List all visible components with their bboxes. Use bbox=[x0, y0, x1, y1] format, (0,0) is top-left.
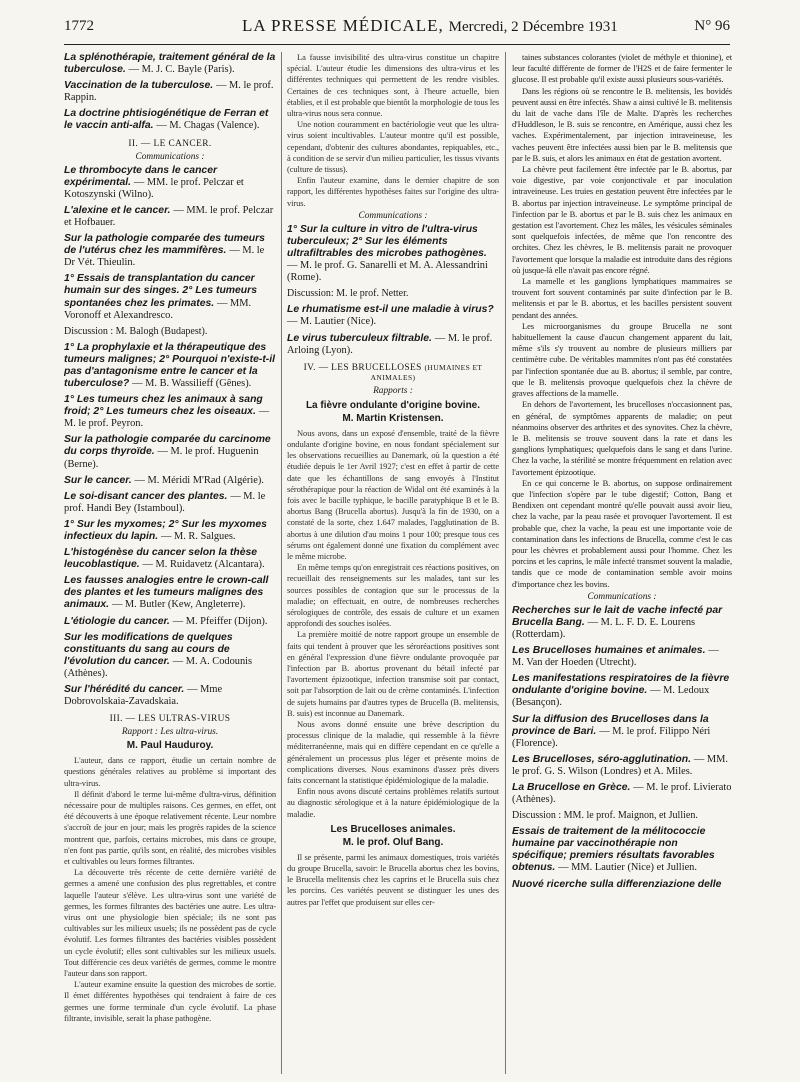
comm-author: — M. le Dr Vét. Thieulin. bbox=[64, 245, 265, 269]
section-heading: II. — LE CANCER. bbox=[128, 138, 212, 149]
rapport-label: Rapport : Les ultra-virus. bbox=[121, 727, 219, 738]
comm-title: Le soi-disant cancer des plantes. bbox=[64, 490, 228, 502]
body-paragraph: Les microorganismes du groupe Brucella ne sont habituellement la cause d'aucun changement apparent du lait, même s'ils s'y trouvent au nombre de plusieurs milliers par centimètre cube. De véritables mammites n'ont pas été constatées par l'infection spontanée due au B. abortus; il semble, par contre, que le B. melitensis provoque quelquefois chez la chèvre de graves affections de la mamelle. bbox=[512, 320, 732, 399]
communication-item bbox=[512, 673, 732, 709]
comm-title: Les fausses analogies entre le crown-call des plantes et les tumeurs malignes des animaux. bbox=[64, 575, 269, 611]
section-heading-text: IV. — LES BRUCELLOSES bbox=[303, 362, 422, 373]
communication-item bbox=[287, 333, 499, 357]
comm-title: 1° Les tumeurs chez les animaux à sang froid; 2° Les tumeurs chez les oiseaux. bbox=[64, 394, 263, 418]
issue-number: N° 96 bbox=[694, 18, 730, 34]
communication-item bbox=[512, 754, 732, 778]
comm-author: — M. le prof. Rappin. bbox=[64, 80, 274, 104]
comm-author: — M. Méridi M'Rad (Algérie). bbox=[134, 474, 264, 486]
comm-title: Le thrombocyte dans le cancer expérimental. bbox=[64, 164, 218, 188]
comm-author: — M. Chagas (Valence). bbox=[156, 120, 260, 132]
communication-item bbox=[64, 205, 276, 229]
comm-author: — MM. Lautier (Nice) et Jullien. bbox=[558, 862, 697, 874]
body-paragraph: L'auteur, dans ce rapport, étudie un certain nombre de questions générales relatives au problème si important des ultra-virus. bbox=[64, 755, 276, 788]
comm-title: Sur la pathologie comparée des tumeurs de l'utérus chez les mammifères. bbox=[64, 233, 265, 257]
communication-item bbox=[64, 273, 276, 321]
comm-author: — M. le prof. Peyron. bbox=[64, 406, 270, 430]
brucellose-communications bbox=[512, 605, 732, 891]
communication-item bbox=[64, 519, 276, 543]
body-paragraph: En même temps qu'on enregistrait ces réactions positives, on recueillait des renseignements sur les malades, tant sur les sources possibles de contagion que sur le processus de la maladie; on effectuait, en outre, de nombreuses recherches sérologiques de contrôle, des essais de culture et un examen approfondi des souches isolées. bbox=[287, 562, 499, 629]
communication-item bbox=[64, 233, 276, 269]
section-heading: III. — LES ULTRAS-VIRUS bbox=[109, 714, 231, 725]
page-number: 1772 bbox=[64, 18, 94, 34]
communication-item bbox=[512, 782, 732, 806]
comm-author: — M. A. Codounis (Athènes). bbox=[64, 655, 253, 679]
comm-author: — M. le prof. G. Sanarelli et M. A. Alessandrini (Rome). bbox=[287, 260, 488, 284]
communication-item bbox=[64, 165, 276, 201]
discussion-line: Discussion: M. le prof. Netter. bbox=[287, 288, 409, 300]
communication-item bbox=[287, 304, 499, 328]
comm-title: 1° La prophylaxie et la thérapeutique des tumeurs malignes; 2° Pourquoi n'existe-t-il pas d'antagonisme entre le cancer et la tuberculose? bbox=[64, 341, 276, 389]
page-header bbox=[64, 16, 730, 45]
discussion-line: Discussion : M. Balogh (Budapest). bbox=[64, 325, 208, 337]
body-paragraph: Enfin nous avons discuté certains problèmes relatifs surtout au diagnostic sérologique et à la nature épidémiologique de la maladie. bbox=[287, 786, 499, 819]
communication-item bbox=[64, 632, 276, 680]
journal-name: LA PRESSE MÉDICALE, bbox=[242, 16, 444, 35]
body-paragraph: La première moitié de notre rapport groupe un ensemble de faits qui tendent à prouver que les séroréactions positives sont en général l'expression d'une fièvre ondulante provoquée par l'infection par B. abortus provenant du bétail infecté par l'avortement épizootique, infection transmise soit par contact, soit par l'absorption de lait ou de crème contaminés. L'infection de sujets humains par d'autres types de Brucella (B. melitensis, B. suis) est inconnue au Danemark. bbox=[287, 629, 499, 718]
comm-author: — Mme Dobrovolskaia-Zavadskaia. bbox=[64, 684, 223, 708]
communication-item bbox=[64, 80, 276, 104]
comm-title: La doctrine phtisiogénétique de Ferran et le vaccin anti-alfa. bbox=[64, 108, 269, 132]
comm-title: 1° Essais de transplantation du cancer humain sur des singes. 2° Les tumeurs spontanées chez les primates. bbox=[64, 273, 257, 309]
communication-item bbox=[512, 826, 732, 874]
comm-author: — M. Butler (Kew, Angleterre). bbox=[111, 599, 246, 611]
comm-title: La splénothérapie, traitement général de la tuberculose. bbox=[64, 52, 276, 76]
comm-title: L'histogénèse du cancer selon la thèse leucoblastique. bbox=[64, 547, 258, 571]
comm-title: Essais de traitement de la mélitococcie humaine par vaccinothérapie non spécifique; premiers résultats favorables obtenus. bbox=[512, 826, 715, 874]
comm-author: — M. Pfeiffer (Dijon). bbox=[172, 615, 268, 627]
comm-title: Les manifestations respiratoires de la fièvre ondulante d'origine bovine. bbox=[512, 673, 730, 697]
comm-author: — MM. le prof. G. S. Wilson (Londres) et A. Miles. bbox=[512, 753, 728, 777]
comm-author: — MM. le prof. Pelczar et Kotoszynski (Wilno). bbox=[64, 176, 244, 200]
section-heading-sub: (HUMAINES ET ANIMALES) bbox=[370, 362, 483, 382]
comm-title: Les Brucelloses, séro-agglutination. bbox=[512, 753, 691, 765]
communication-item bbox=[64, 394, 276, 430]
body-paragraph: En dehors de l'avortement, les brucelloses n'occasionnent pas, en général, de symptômes apparents de maladie; on peut néanmoins observer des arthrites et des synovites. Chez la chèvre, le B. melitensis se trouve souvent dans la rate et dans les ganglions lymphatiques; quelquefois dans le sang et dans l'urine. Chez la vache, la stérilité se montre fréquemment en relation avec l'avortement épizootique. bbox=[512, 399, 732, 477]
communication-item bbox=[64, 684, 276, 708]
comm-title: La Brucellose en Grèce. bbox=[512, 781, 631, 793]
comm-title: 1° Sur les myxomes; 2° Sur les myxomes infectieux du lapin. bbox=[64, 518, 267, 542]
article-title: Les Brucelloses animales. bbox=[330, 823, 456, 835]
communication-item bbox=[287, 224, 499, 284]
communication-item bbox=[64, 342, 276, 390]
body-paragraph: Dans les régions où se rencontre le B. melitensis, les bovidés peuvent aussi en être infectés. Shaw a ainsi cultivé le B. melitensis du lait de vache dans l'île de Malte. D'après les recherches d'Huddleson, le B. suis se rencontre, en Amérique, aussi chez les vaches. Expérimentalement, par injection intraveineuse, les vaches peuvent être infectées aussi bien par le B. melitensis que par le B. suis, et alors les animaux en état de gestation avortent. bbox=[512, 85, 732, 163]
body-paragraph: La mamelle et les ganglions lymphatiques mammaires se trouvent fort souvent contaminés par suite d'infection par le B. melitensis et par le B. abortus, et les bacilles persistent souvent pendant des années. bbox=[512, 276, 732, 320]
comm-title: Sur l'hérédité du cancer. bbox=[64, 684, 185, 696]
communication-item bbox=[64, 434, 276, 470]
communication-item bbox=[512, 645, 732, 669]
comm-author: — M. J. C. Bayle (Paris). bbox=[128, 64, 235, 76]
comm-author: — M. le prof. Arloing (Lyon). bbox=[287, 332, 493, 356]
communication-item bbox=[64, 616, 276, 628]
body-paragraph: Nous avons, dans un exposé d'ensemble, traité de la fièvre ondulante d'origine bovine, en nous fondant spécialement sur les observations recueillies au Danemark, où la question a été étudiée depuis le 1er Avril 1927; c'est en effet à partir de cette date que les échantillons de sang envoyés à l'Institut sérothérapique pour la réaction de Widal ont été examinés à la fois avec le bacille typhique, le bacille paratyphique B et le B. abortus Bang (Brucella abortus). Jusqu'à la fin de 1930, on a constaté de la sorte, chez 1.647 malades, l'agglutination de B. abortus à une dilution d'au moins 1 pour 100; presque tous ces sérums ont également donné une fixation du complément avec le même microbe. bbox=[287, 427, 499, 561]
section-heading bbox=[287, 363, 499, 383]
comm-author: — MM. Voronoff et Alexandresco. bbox=[64, 297, 252, 321]
rapports-label: Rapports : bbox=[373, 385, 413, 396]
comm-author: — M. B. Wassilieff (Gênes). bbox=[132, 377, 252, 389]
comm-title: 1° Sur la culture in vitro de l'ultra-virus tuberculeux; 2° Sur les éléments ultrafiltrables des microbes pathogènes. bbox=[287, 223, 487, 260]
body-paragraph: taines substances colorantes (violet de méthyle et thionine), et leur faculté différente de former de l'H2S et de faire fermenter le glucose. Il est probable qu'il existe aussi plusieurs sous-variétés. bbox=[512, 52, 732, 85]
comm-author: — M. le prof. Filippo Néri (Florence). bbox=[512, 725, 711, 749]
comm-title: Sur la pathologie comparée du carcinome du corps thyroïde. bbox=[64, 434, 271, 458]
communication-item bbox=[64, 575, 276, 611]
comm-title: Sur la diffusion des Brucelloses dans la province de Bari. bbox=[512, 713, 709, 737]
comm-title: Nuové ricerche sulla differenziazione delle bbox=[512, 878, 722, 890]
comm-author: — M. Ledoux (Besançon). bbox=[512, 685, 710, 709]
column-1 bbox=[64, 52, 276, 1076]
communication-item bbox=[64, 491, 276, 515]
communication-item bbox=[64, 52, 276, 76]
comm-title: Vaccination de la tuberculose. bbox=[64, 80, 214, 92]
comm-title: L'alexine et le cancer. bbox=[64, 204, 171, 216]
issue-date: Mercredi, 2 Décembre 1931 bbox=[448, 19, 618, 35]
body-paragraph: La fausse invisibilité des ultra-virus constitue un chapitre spécial. L'auteur étudie les dimensions des ultra-virus et les différentes techniques qui permettent de les rendre visibles. Certaines de ces techniques sont, à l'heure actuelle, bien établies, et il est probable que bientôt la morphologie de tous les ultra-virus nous sera connue. bbox=[287, 52, 499, 119]
article-author: M. le prof. Oluf Bang. bbox=[342, 836, 444, 848]
comm-author: — M. le prof. Handi Bey (Istamboul). bbox=[64, 490, 266, 514]
comm-author: — M. R. Salgues. bbox=[161, 531, 236, 542]
body-paragraph: Enfin l'auteur examine, dans le dernier chapitre de son rapport, les différentes hypothèses faites sur l'origine des ultra-virus. bbox=[287, 175, 499, 208]
journal-title bbox=[242, 16, 618, 36]
comm-author: — M. Van der Hoeden (Utrecht). bbox=[512, 645, 719, 669]
discussion-line: Discussion : MM. le prof. Maignon, et Jullien. bbox=[512, 810, 698, 822]
comm-author: — M. Ruidavetz (Alcantara). bbox=[142, 559, 265, 571]
comm-title: L'étiologie du cancer. bbox=[64, 615, 170, 627]
comm-title: Sur le cancer. bbox=[64, 474, 132, 486]
comm-title: Sur les modifications de quelques constituants du sang au cours de l'évolution du cancer. bbox=[64, 631, 233, 667]
communication-item bbox=[512, 879, 732, 891]
article-title: La fièvre ondulante d'origine bovine. bbox=[305, 399, 481, 411]
rapport-author: M. Paul Hauduroy. bbox=[126, 740, 214, 752]
body-paragraph: Nous avons donné ensuite une brève description du processus clinique de la maladie, qui ressemble à la fièvre méditerranéenne, mais qui en diffère cependant en ce qu'elle a généralement un processus plus léger et présente moins de complications diverses. Nous examinons d'assez près divers faits concernant la statistique épidémiologique de la maladie. bbox=[287, 718, 499, 785]
communications-label: Communications : bbox=[358, 210, 428, 221]
column-divider-1 bbox=[281, 52, 282, 1074]
communication-item bbox=[64, 547, 276, 571]
body-paragraph: La découverte très récente de cette dernière variété de germes a amené une confusion des plus regrettables, et contre laquelle l'auteur s'élève. Les ultra-virus sont une variété de germes, les formes filtrantes des bactéries une autre. Les ultra-virus ont une physiologie bien spéciale; ils ne sont pas cultivables sur les milieux usuels; ils ne possèdent pas de cycle évolutif. Les formes filtrantes des bactéries visibles possèdent un cycle évolutif; elles sont cultivables sur les milieux usuels. Tout différencie ces deux variétés de germes, comme le montre l'auteur dans son rapport. bbox=[64, 867, 276, 979]
body-paragraph: Une notion couramment en bactériologie veut que les ultra-virus soient incultivables. L'auteur montre qu'il est possible, cependant, d'obtenir des cultures abondantes, repiquables, etc., à condition de se servir d'un milieu particulier, les tissus vivants (culture de tissus). bbox=[287, 119, 499, 175]
communications-label: Communications : bbox=[135, 151, 205, 162]
body-paragraph: La chèvre peut facilement être infectée par le B. abortus, par voie digestive, par voie conjonctivale et par inoculation intraveineuse. Les truies en gestation peuvent être infectées par le B. abortus par injection intraveineuse. Le symptôme principal de l'infection par le B. abortus et par le B. suis chez les animaux en gestation est l'avortement. Chez les mâles, les vésicules séminales sont quelquefois infectées, de même que l'on rencontre des orchites. Chez les chèvres, le B. melitensis parait ne provoquer l'avortement que lorsque la maladie est introduite dans des régions où jusque-là elle n'avait pas encore régné. bbox=[512, 164, 732, 275]
article-author: M. Martin Kristensen. bbox=[342, 412, 444, 424]
cancer-communications bbox=[64, 165, 276, 709]
column-3 bbox=[512, 52, 732, 1076]
communication-item bbox=[512, 714, 732, 750]
column-divider-2 bbox=[505, 52, 506, 1074]
communication-item bbox=[64, 475, 276, 487]
body-paragraph: L'auteur examine ensuite la question des microbes de sortie. Il émet différentes hypothèses qui tendraient à faire de ces germes une forme terminale d'un cycle évolutif. La phase filtrante, invisible, serait la phase pathogène. bbox=[64, 979, 276, 1023]
communication-item bbox=[512, 605, 732, 641]
column-2 bbox=[287, 52, 499, 1076]
comm-author: — M. le prof. Huguenin (Berne). bbox=[64, 446, 259, 470]
comm-title: Le virus tuberculeux filtrable. bbox=[287, 332, 432, 344]
communication-item bbox=[64, 108, 276, 132]
comm-author: — MM. le prof. Pelczar et Hofbauer. bbox=[64, 204, 274, 228]
body-paragraph: Il définit d'abord le terme lui-même d'ultra-virus, définition nécessaire pour de multiples raisons. Ces germes, en effet, ont été découverts à une époque relativement récente. Leur nombre s'accroît de jour en jour; mais les progrès rapides de la science montrent que, parfois, certains microbes, mis dans ce groupe, n'en font pas partie, qu'ils sont, en réalité, des microbes visibles et cultivables ou leurs formes filtrantes. bbox=[64, 788, 276, 867]
comm-author: — M. L. F. D. E. Lourens (Rotterdam). bbox=[512, 616, 696, 640]
comm-author: — M. le prof. Livierato (Athènes). bbox=[512, 781, 732, 806]
body-paragraph: En ce qui concerne le B. abortus, on suppose ordinairement que l'infection s'opère par le tube digestif; Cotton, Bang et Bendixen ont cependant montré qu'elle pouvait aussi avoir lieu, chez la vache, par la peau rasée et provoquer l'avortement. Il est probable que, chez la vache, la peau est une importante voie de contamination dans les infections de Brucella, comme c'est le cas pour les chèvres et probablement aussi pour l'homme. Chez les porcins et les caprins, le mâle infecté transmet souvent la maladie, tandis que ce mode de contamination semble avoir moins d'importance chez les bovins. bbox=[512, 477, 732, 589]
comm-title: Le rhumatisme est-il une maladie à virus? bbox=[287, 304, 494, 316]
comm-author: — M. Lautier (Nice). bbox=[287, 316, 377, 328]
comm-title: Recherches sur le lait de vache infecté par Brucella Bang. bbox=[512, 604, 723, 628]
comm-title: Les Brucelloses humaines et animales. bbox=[512, 645, 706, 657]
intro-communications bbox=[64, 52, 276, 133]
body-paragraph: Il se présente, parmi les animaux domestiques, trois variétés du groupe Brucella, savoir: le Brucella abortus chez les bovins, le Brucella melitensis chez les caprins et le Brucella suis chez les porcins. Ces variétés peuvent se distinguer les unes des autres par l'effet que produisent sur elles cer- bbox=[287, 851, 499, 907]
communications-label: Communications : bbox=[587, 591, 657, 602]
